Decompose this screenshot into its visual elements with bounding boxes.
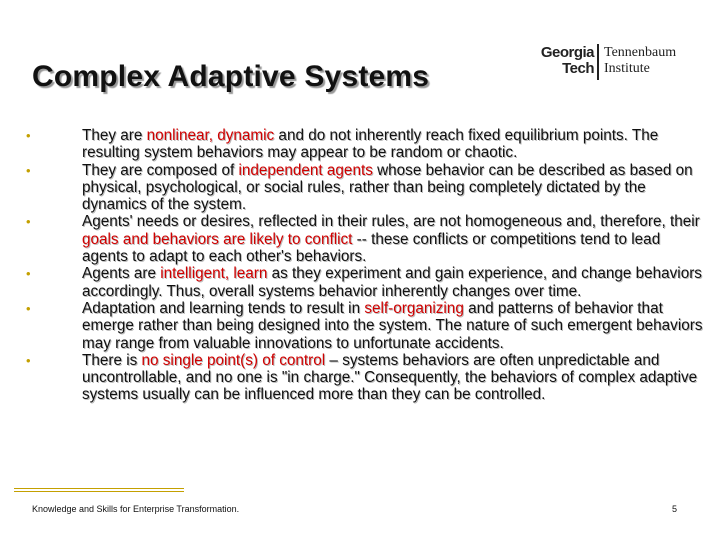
bullet-marker: •	[26, 266, 31, 282]
logo-line-institute: Institute	[604, 61, 650, 76]
bullet-item	[26, 300, 706, 352]
bullet-item	[26, 127, 706, 162]
highlighted-phrase: intelligent, learn	[160, 265, 268, 283]
bullet-text: Agents are	[82, 265, 161, 283]
bullet-text: They are	[82, 127, 147, 144]
bullet-item	[26, 265, 706, 300]
logo-line-tech: Tech	[562, 60, 594, 77]
bullet-text: and do not inherently reach fixed equilibrium points. The resulting system behaviors may appear to be random or chaotic.	[82, 127, 659, 162]
bullet-text: and patterns of behavior that emerge rather than being designed into the system. The nature of such emergent behaviors may range from valuable innovations to unfortunate accidents.	[82, 299, 703, 352]
footer-rule-secondary	[14, 491, 184, 492]
highlighted-phrase: no single point(s) of control	[141, 351, 326, 369]
bullet-marker: •	[26, 300, 31, 316]
page-number: 5	[672, 504, 678, 514]
bullet-item	[26, 213, 706, 265]
highlighted-phrase: independent agents	[238, 161, 373, 179]
bullet-text: They are composed of	[82, 161, 239, 179]
bullet-text: Agents' needs or desires, reflected in their rules, are not homogeneous and, therefore, their	[82, 213, 700, 231]
institution-logo	[534, 42, 696, 82]
footer-rule	[14, 488, 184, 489]
logo-line-tennenbaum: Tennenbaum	[604, 45, 677, 60]
footer-text: Knowledge and Skills for Enterprise Transformation.	[32, 504, 240, 514]
bullet-text: There is	[82, 351, 142, 369]
bullet-item	[26, 352, 706, 404]
bullet-text: as they experiment and gain experience, and change behaviors accordingly. Thus, overall systems behavior inherently changes over time.	[82, 265, 702, 300]
logo-line-georgia: Georgia	[540, 44, 594, 61]
bullet-marker: •	[26, 214, 31, 230]
highlighted-phrase: goals and behaviors are likely to conflict	[82, 230, 353, 248]
highlighted-phrase: nonlinear, dynamic	[146, 127, 275, 144]
bullet-marker: •	[26, 162, 31, 178]
georgia-tech-logo-text	[534, 45, 594, 77]
slide-title: Complex Adaptive Systems	[32, 60, 430, 93]
bullet-text: whose behavior can be described as based on physical, psychological, or social rules, rather than being completely dictated by the dynamics of the system.	[82, 161, 693, 214]
highlighted-phrase: self-organizing	[364, 299, 464, 317]
bullet-text: -- these conflicts or competitions tend to lead agents to adapt to each other's behaviors.	[82, 230, 661, 266]
bullet-marker: •	[26, 352, 31, 368]
tennenbaum-logo-text	[604, 45, 676, 77]
bullet-list	[26, 127, 706, 404]
logo-divider	[597, 44, 599, 80]
bullet-item	[26, 162, 706, 214]
bullet-text: – systems behaviors are often unpredictable and uncontrollable, and no one is "in charge." Consequently, the behaviors of complex adaptive systems usually can be influenced more than they can be controlled.	[82, 351, 698, 404]
bullet-text: Adaptation and learning tends to result in	[82, 299, 365, 317]
bullet-marker: •	[26, 128, 31, 143]
